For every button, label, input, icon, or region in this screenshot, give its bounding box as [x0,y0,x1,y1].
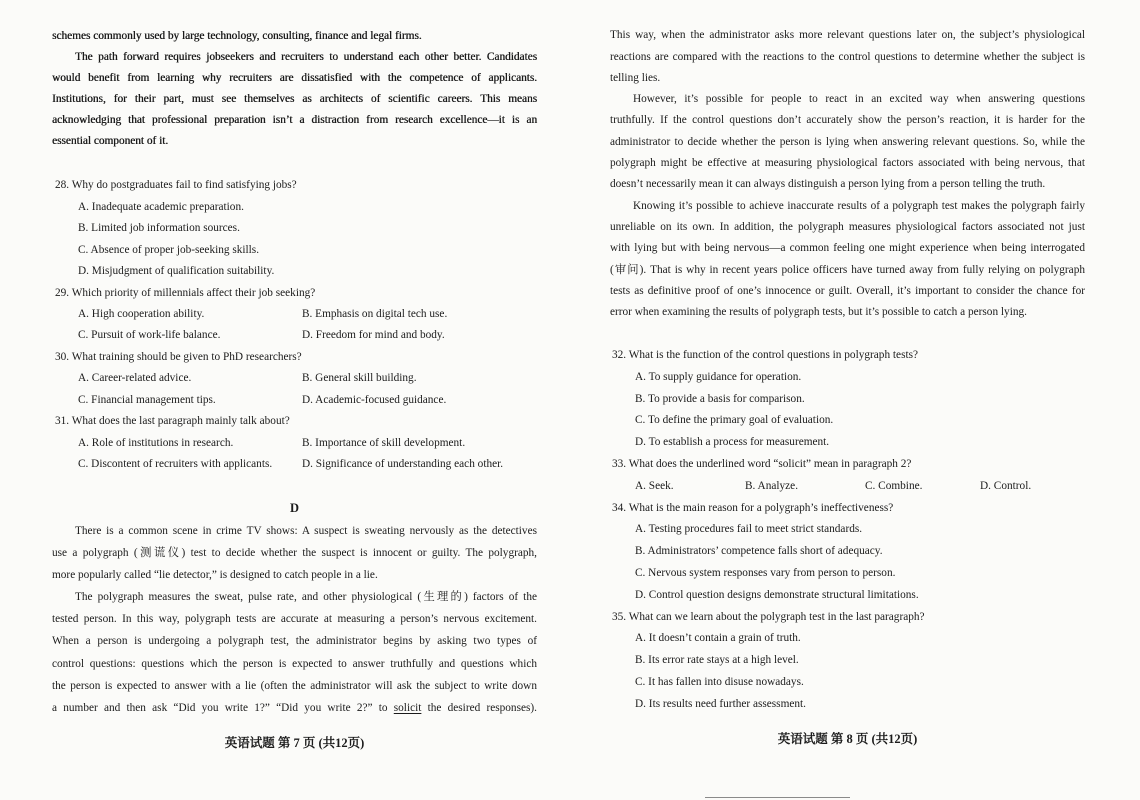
questions-28-31 [52,175,537,475]
question-35-stem: 35. What can we learn about the polygraph test in the last paragraph? [612,610,925,623]
question-32-stem: 32. What is the function of the control questions in polygraph tests? [612,349,919,361]
passage-d [52,520,537,719]
question-28-option-row [52,218,537,239]
question-32-option-row [610,389,1085,411]
passage-line: acknowledging that professional preparation isn’t a distraction from research excellence—it is an [52,113,537,126]
question-35-option-d: D. Its results need further assessment. [635,697,806,710]
question-28-option-b: B. Limited job information sources. [78,222,240,235]
question-29-stem: 29. Which priority of millennials affect their job seeking? [55,286,316,299]
passage-c-ending [52,26,537,152]
passage-line: reactions are compared with the reactions to the control questions to determine whether the subject is [610,50,1085,63]
question-30-option-row [52,368,537,389]
question-33-stem: 33. What does the underlined word “solicit” mean in paragraph 2? [612,457,912,470]
questions-32-35 [610,345,1085,716]
question-34-stem: 34. What is the main reason for a polygraph’s ineffectiveness? [612,501,894,514]
passage-line: This way, when the administrator asks more relevant questions later on, the subject’s physiological [610,29,1085,42]
question-30-option-d: D. Academic-focused guidance. [302,393,447,406]
question-35-option-row [610,672,1085,694]
page-footer-left: 英语试题 第 7 页 (共12页) [224,736,365,750]
question-30-option-c: C. Financial management tips. [78,393,216,406]
question-34-option-c: C. Nervous system responses vary from person to person. [635,566,896,579]
question-35-option-a: A. It doesn’t contain a grain of truth. [635,632,801,645]
question-29-option-b: B. Emphasis on digital tech use. [302,308,448,321]
passage-line: unreliable on its own. In addition, the polygraph measures physiological factors associated not just [610,220,1085,233]
passage-line: administrator to decide whether the person is lying when answering relevant questions. So, while the [610,135,1085,148]
passage-line: polygraph might be effective at measuring physiological factors associated with being nervous, that [610,157,1085,170]
question-33-option-d: D. Control. [980,479,1032,492]
passage-line: use a polygraph (测谎仪) test to decide whether the suspect is innocent or guilty. The polygraph, [52,547,537,560]
question-29-option-row [52,325,537,346]
line-text-before: a number and then ask “Did you write 1?” “Did you write 2?” to [52,701,388,714]
passage-line: truthfully. If the control questions don’t accurately show the person’s reaction, it is harder for the [610,114,1085,127]
passage-d-continued [610,25,1085,323]
question-28-option-row [52,197,537,218]
question-29-option-d: D. Freedom for mind and body. [302,329,445,342]
question-29-option-row [52,304,537,325]
question-34-option-row [610,563,1085,585]
question-34-option-row [610,541,1085,563]
question-32-option-d: D. To establish a process for measurement. [635,436,830,449]
question-35-option-b: B. Its error rate stays at a high level. [635,654,799,667]
passage-line: tested person. In this way, polygraph tests are accurate at measuring a person’s nervous excitement. [52,613,537,626]
question-31-option-row [52,433,537,454]
question-30-stem: 30. What training should be given to PhD researchers? [55,350,302,363]
question-34-option-b: B. Administrators’ competence falls short of adequacy. [635,545,883,558]
question-31-option-c: C. Discontent of recruiters with applicants. [78,458,273,471]
passage-line: The polygraph measures the sweat, pulse rate, and other physiological (生理的) factors of the [75,591,537,604]
passage-line: essential component of it. [52,134,169,147]
passage-line: more popularly called “lie detector,” is designed to catch people in a lie. [52,569,378,582]
passage-line: the person is expected to answer with a lie (often the administrator will ask the subject to write down [52,679,537,692]
passage-line: There is a common scene in crime TV shows: A suspect is sweating nervously as the detectives [75,525,537,537]
passage-line: doesn’t necessarily mean it can always distinguish a person lying from a person telling the truth. [610,178,1046,191]
passage-line: telling lies. [610,71,661,84]
question-28-option-d: D. Misjudgment of qualification suitability. [78,265,275,278]
passage-line: Knowing it’s possible to achieve inaccurate results of a polygraph test makes the polygraph fairly [633,199,1085,212]
question-35-option-c: C. It has fallen into disuse nowadays. [635,675,804,688]
question-35-option-row [610,694,1085,716]
passage-line: The path forward requires jobseekers and recruiters to understand each other better. Candidates [75,50,537,63]
question-29-option-c: C. Pursuit of work-life balance. [78,329,221,342]
question-35-option-row [610,628,1085,650]
question-32-option-a: A. To supply guidance for operation. [635,370,802,383]
passage-line: When a person is undergoing a polygraph test, the administrator begins by asking two types of [52,635,537,648]
question-28-option-c: C. Absence of proper job-seeking skills. [78,243,260,256]
question-28-option-row [52,240,537,261]
line-text-after: the desired responses). [427,701,537,714]
question-34-option-d: D. Control question designs demonstrate structural limitations. [635,588,919,601]
passage-line: would benefit from learning why recruiters are dissatisfied with the competence of applicants. [52,71,537,84]
question-33-option-row [610,476,1085,498]
passage-line: with lying but with being nervous—a common feeling one might experience when being interrogated [610,242,1085,255]
question-34-option-row [610,519,1085,541]
passage-line: schemes commonly used by large technology, consulting, finance and legal firms. [52,29,422,42]
passage-line: tests as definitive proof of one’s innocence or guilt. Overall, it’s important to consider the chance for [610,284,1085,297]
section-d-heading: D [289,501,300,515]
question-31-option-d: D. Significance of understanding each other. [302,458,504,471]
question-32-option-row [610,367,1085,389]
question-31-option-b: B. Importance of skill development. [302,436,466,449]
question-32-option-c: C. To define the primary goal of evaluation. [635,414,834,427]
question-31-stem: 31. What does the last paragraph mainly talk about? [55,415,290,428]
question-34-option-row [610,585,1085,607]
question-32-option-row [610,432,1085,454]
question-30-option-b: B. General skill building. [302,372,417,385]
question-32-option-b: B. To provide a basis for comparison. [635,392,805,405]
passage-line: Institutions, for their part, must see themselves as architects of scientific careers. This means [52,92,537,105]
question-30-option-row [52,390,537,411]
passage-line: error when examining the results of polygraph tests, but it’s possible to catch a person lying. [610,306,1027,319]
passage-line: control questions: questions which the person is expected to answer truthfully and questions which [52,657,537,670]
question-34-option-a: A. Testing procedures fail to meet strict standards. [635,523,863,536]
passage-line [52,697,537,719]
question-33-option-a: A. Seek. [635,479,674,492]
question-28-option-row [52,261,537,282]
question-33-option-b: B. Analyze. [745,479,799,492]
passage-line: However, it’s possible for people to react in an excited way when answering questions [633,93,1085,106]
question-32-option-row [610,410,1085,432]
question-31-option-row [52,454,537,475]
passage-line: (审问). That is why in recent years police officers have turned away from fully relying on polygraph [610,263,1085,276]
question-29-option-a: A. High cooperation ability. [78,308,205,321]
question-35-option-row [610,650,1085,672]
question-28-option-a: A. Inadequate academic preparation. [78,200,244,213]
question-31-option-a: A. Role of institutions in research. [78,436,234,449]
question-33-option-c: C. Combine. [865,479,923,492]
scan-edge-line [705,797,850,798]
underlined-word-solicit: solicit [393,701,422,714]
page-footer-right: 英语试题 第 8 页 (共12页) [777,732,918,746]
question-30-option-a: A. Career-related advice. [78,372,192,385]
question-28-stem: 28. Why do postgraduates fail to find satisfying jobs? [55,179,297,192]
